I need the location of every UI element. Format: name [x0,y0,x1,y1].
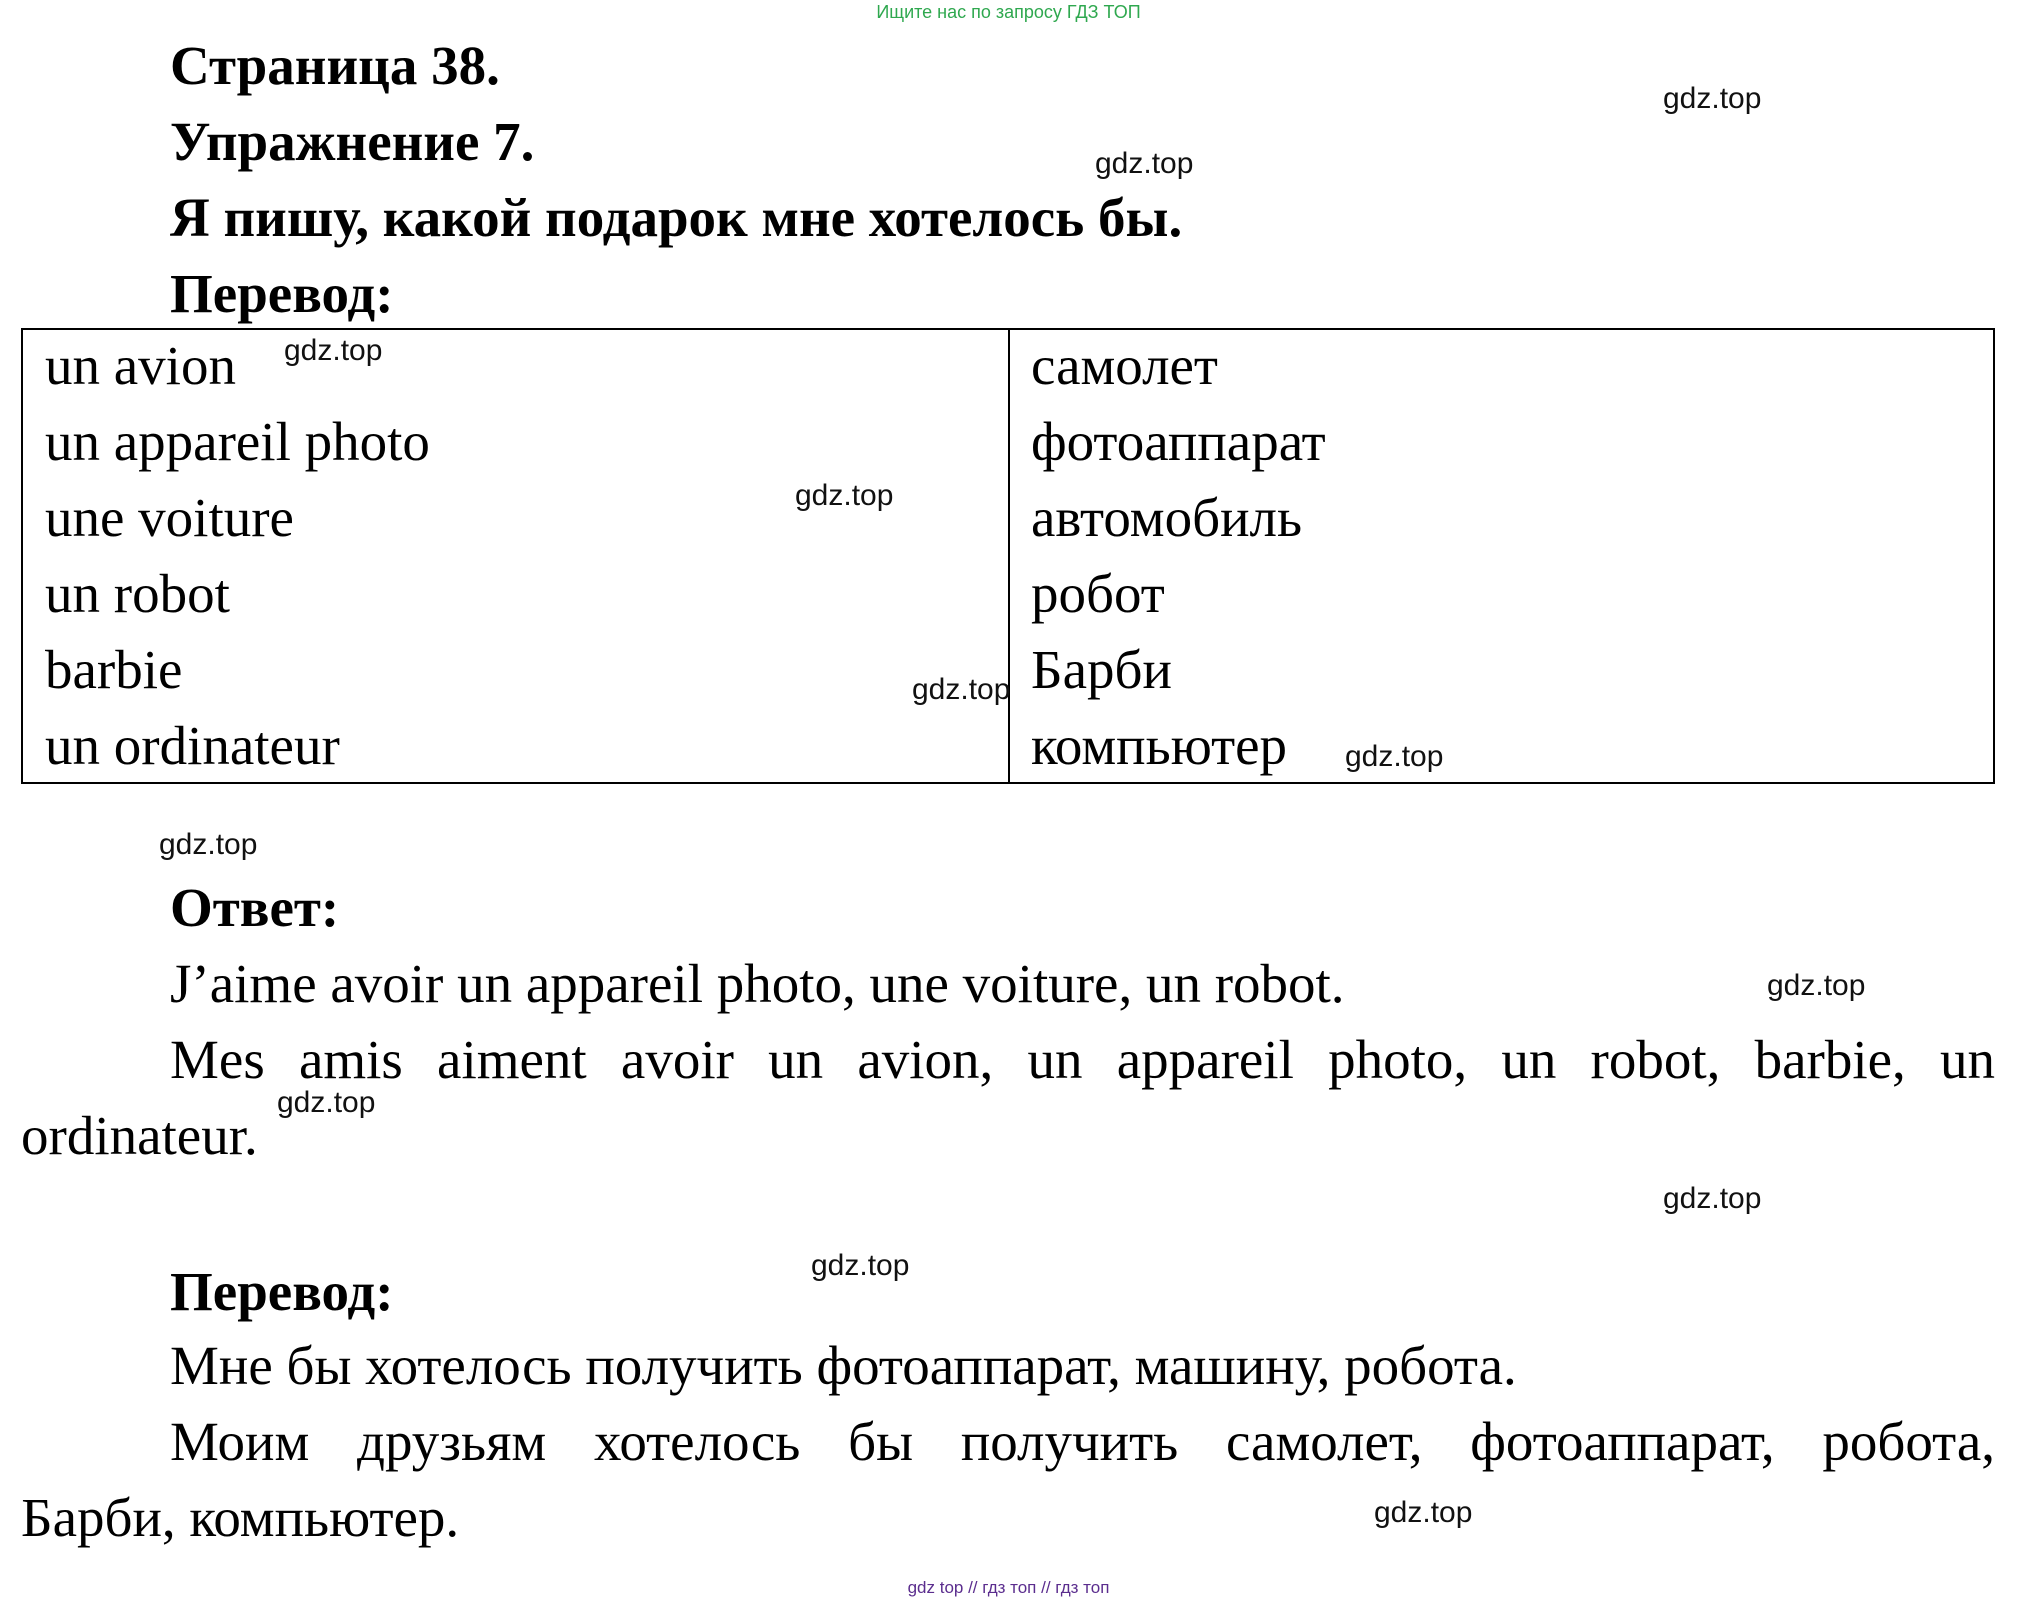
exercise-title: Упражнение 7. [170,111,535,172]
translation-heading: Перевод: [170,1261,394,1322]
watermark: gdz.top [1767,969,1866,1002]
vocab-russian: самолет [1031,335,1218,396]
answer-line: Mes amis aiment avoir un avion, un appareil photo, un robot, barbie, un [170,1029,1995,1090]
answer-heading: Ответ: [170,877,340,938]
answer-line: ordinateur. [21,1105,258,1166]
vocab-russian: компьютер [1031,715,1288,776]
watermark: gdz.top [159,828,258,861]
vocab-russian: автомобиль [1031,487,1303,548]
vocab-table [21,328,1995,784]
table-divider [1008,330,1010,782]
translation-heading: Перевод: [170,263,394,324]
watermark: gdz.top [284,334,383,367]
task-title: Я пишу, какой подарок мне хотелось бы. [170,187,1183,248]
top-banner: Ищите нас по запросу ГДЗ ТОП [876,2,1141,22]
vocab-french: une voiture [45,487,294,548]
watermark: gdz.top [795,479,894,512]
vocab-french: un ordinateur [45,715,340,776]
watermark: gdz.top [1374,1496,1473,1529]
watermark: gdz.top [1095,147,1194,180]
watermark: gdz.top [1663,82,1762,115]
watermark: gdz.top [1345,740,1444,773]
watermark: gdz.top [912,673,1011,706]
translation-line: Мне бы хотелось получить фотоаппарат, машину, робота. [170,1335,1517,1396]
vocab-french: barbie [45,639,183,700]
watermark: gdz.top [277,1086,376,1119]
vocab-russian: фотоаппарат [1031,411,1326,472]
vocab-russian: Барби [1031,639,1172,700]
page-title: Страница 38. [170,35,500,96]
translation-line: Моим друзьям хотелось бы получить самолет, фотоаппарат, робота, [170,1411,1995,1472]
vocab-french: un robot [45,563,230,624]
watermark: gdz.top [1663,1182,1762,1215]
translation-line: Барби, компьютер. [21,1487,460,1548]
footer: gdz top // гдз топ // гдз топ [907,1578,1110,1597]
vocab-russian: робот [1031,563,1165,624]
vocab-french: un appareil photo [45,411,430,472]
answer-line: J’aime avoir un appareil photo, une voiture, un robot. [170,953,1345,1014]
vocab-french: un avion [45,335,236,396]
watermark: gdz.top [811,1249,910,1282]
